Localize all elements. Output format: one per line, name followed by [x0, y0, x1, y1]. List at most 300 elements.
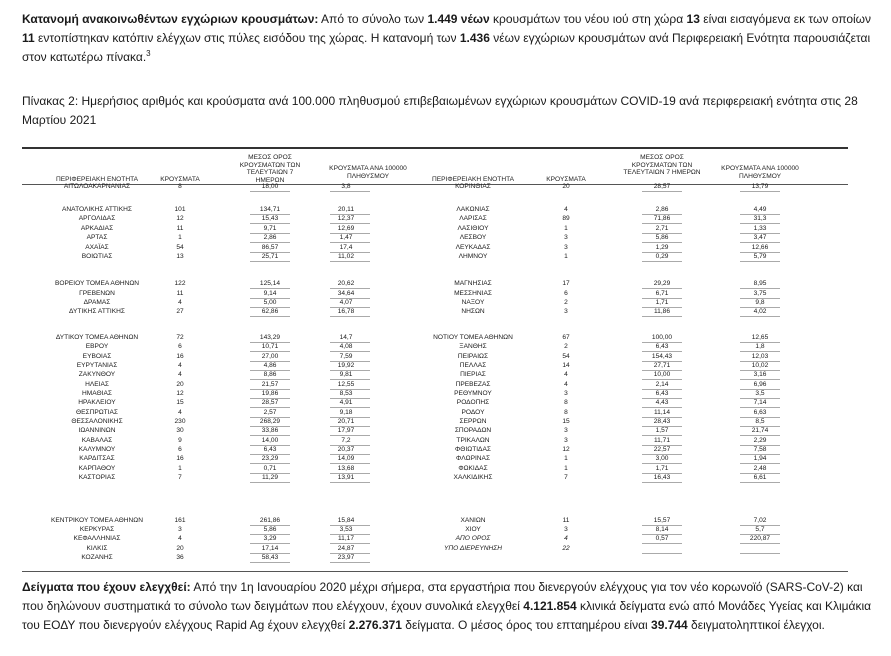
left-region-cell: ΚΑΒΑΛΑΣ — [81, 437, 113, 444]
cell-underline — [250, 351, 290, 352]
right-cases-cell: 22 — [562, 545, 570, 552]
left-region-cell: ΘΕΣΠΡΩΤΙΑΣ — [75, 409, 119, 416]
left-region-cell: ΕΥΡΥΤΑΝΙΑΣ — [76, 362, 118, 369]
left-avg-cell: 2,57 — [263, 409, 277, 416]
right-avg-cell: 6,43 — [655, 343, 669, 350]
left-avg-cell: 18,00 — [261, 183, 279, 190]
header-left-per100k: ΚΡΟΥΣΜΑΤΑ ΑΝΑ 100000 ΠΛΗΘΥΣΜΟΥ — [329, 165, 407, 180]
right-per100k-cell: 1,33 — [753, 225, 767, 232]
left-per100k-cell: 15,84 — [337, 517, 355, 524]
cell-underline — [740, 316, 780, 317]
cell-underline — [330, 482, 370, 483]
left-avg-cell: 9,71 — [263, 225, 277, 232]
left-cases-cell: 4 — [178, 371, 182, 378]
right-per100k-cell: 4,49 — [753, 206, 767, 213]
right-avg-cell: 15,57 — [653, 517, 671, 524]
cell-underline — [642, 242, 682, 243]
left-per100k-cell: 9,81 — [339, 371, 353, 378]
left-avg-cell: 28,57 — [261, 399, 279, 406]
left-per100k-cell: 13,91 — [337, 474, 355, 481]
left-avg-cell: 11,29 — [261, 474, 278, 481]
left-per100k-cell: 14,7 — [339, 334, 353, 341]
right-region-cell: ΡΕΘΥΜΝΟΥ — [454, 390, 492, 397]
cell-underline — [250, 463, 290, 464]
cell-underline — [250, 288, 290, 289]
cell-underline — [740, 543, 780, 544]
left-per100k-cell: 16,78 — [337, 308, 355, 315]
left-avg-cell: 19,86 — [261, 390, 279, 397]
left-cases-cell: 9 — [178, 437, 182, 444]
left-per100k-cell: 13,68 — [337, 465, 355, 472]
left-avg-cell: 25,71 — [261, 253, 279, 260]
footer-text-1: Από την 1η Ιανουαρίου 2020 μέχρι σήμερα, στα εργαστήρια που διενεργούν ελέγχους για τον νέο κορωνοϊό (SARS-CoV-2) και που δηλώνουν συστηματικά το σύνολο των δειγμάτων που ελέγχουν, έχουν συνολικά ελεγχθεί — [22, 580, 863, 613]
header-left-region: ΠΕΡΙΦΕΡΕΙΑΚΗ ΕΝΟΤΗΤΑ — [55, 176, 139, 183]
cell-underline — [740, 435, 780, 436]
right-region-cell: ΜΕΣΣΗΝΙΑΣ — [454, 290, 492, 297]
left-per100k-cell: 9,18 — [339, 409, 353, 416]
right-avg-cell: 8,14 — [655, 526, 669, 533]
right-per100k-cell: 13,79 — [751, 183, 769, 190]
right-per100k-cell: 7,14 — [753, 399, 767, 406]
right-cases-cell: 6 — [564, 290, 568, 297]
cell-underline — [250, 379, 290, 380]
left-avg-cell: 3,29 — [263, 535, 277, 542]
right-per100k-cell: 2,48 — [753, 465, 767, 472]
table-bottom-rule — [22, 571, 848, 572]
header-left-avg: ΜΕΣΟΣ ΟΡΟΣ ΚΡΟΥΣΜΑΤΩΝ ΤΩΝ ΤΕΛΕΥΤΑΙΩΝ 7 ΗΜΕΡΩΝ — [239, 154, 301, 184]
right-per100k-cell: 21,74 — [751, 427, 769, 434]
left-cases-cell: 3 — [178, 526, 182, 533]
left-per100k-cell: 8,53 — [339, 390, 353, 397]
right-avg-cell: 6,43 — [655, 390, 669, 397]
cell-underline — [740, 482, 780, 483]
left-per100k-cell: 1,47 — [339, 234, 353, 241]
right-region-cell: ΦΛΩΡΙΝΑΣ — [455, 455, 491, 462]
right-per100k-cell: 8,95 — [753, 280, 767, 287]
left-cases-cell: 4 — [178, 535, 182, 542]
right-cases-cell: 17 — [562, 280, 570, 287]
left-region-cell: ΑΡΤΑΣ — [86, 234, 108, 241]
right-avg-cell: 154,43 — [651, 353, 673, 360]
left-region-cell: ΗΜΑΘΙΑΣ — [82, 390, 112, 397]
right-cases-cell: 7 — [564, 474, 568, 481]
right-region-cell: ΧΑΝΙΩΝ — [460, 517, 486, 524]
right-per100k-cell: 7,58 — [753, 446, 767, 453]
right-region-cell: ΧΙΟΥ — [465, 526, 481, 533]
left-cases-cell: 13 — [176, 253, 184, 260]
right-avg-cell: 1,71 — [655, 299, 669, 306]
cell-underline — [740, 351, 780, 352]
cell-underline — [740, 553, 780, 554]
right-region-cell: ΛΕΣΒΟΥ — [459, 234, 487, 241]
footer-text-3: δείγματα. Ο μέσος όρος του επταημέρου είναι — [401, 618, 652, 632]
cell-underline — [250, 562, 290, 563]
right-avg-cell: 6,71 — [655, 290, 669, 297]
left-per100k-cell: 3,53 — [339, 526, 353, 533]
intro-text-3: είναι εισαγόμενα εκ των οποίων — [699, 12, 872, 26]
right-cases-cell: 54 — [562, 353, 570, 360]
left-cases-cell: 6 — [178, 446, 182, 453]
left-avg-cell: 14,00 — [261, 437, 279, 444]
cell-underline — [642, 351, 682, 352]
right-region-cell: ΦΩΚΙΔΑΣ — [458, 465, 488, 472]
cell-underline — [642, 553, 682, 554]
right-avg-cell: 16,43 — [653, 474, 671, 481]
cell-underline — [250, 261, 290, 262]
left-region-cell: ΗΛΕΙΑΣ — [85, 381, 109, 388]
cell-underline — [642, 543, 682, 544]
right-region-cell: ΝΑΞΟΥ — [461, 299, 485, 306]
cell-underline — [740, 379, 780, 380]
right-region-cell: ΥΠΟ ΔΙΕΡΕΥΝΗΣΗ — [444, 545, 502, 552]
left-region-cell: ΚΕΝΤΡΙΚΟΥ ΤΟΜΕΑ ΑΘΗΝΩΝ — [51, 517, 143, 524]
left-region-cell: ΓΡΕΒΕΝΩΝ — [79, 290, 115, 297]
cell-underline — [330, 191, 370, 192]
right-avg-cell: 71,86 — [653, 215, 671, 222]
left-per100k-cell: 12,69 — [337, 225, 355, 232]
cell-underline — [330, 562, 370, 563]
left-region-cell: ΚΕΦΑΛΛΗΝΙΑΣ — [73, 535, 121, 542]
right-avg-cell: 11,14 — [653, 409, 670, 416]
right-per100k-cell: 31,3 — [753, 215, 767, 222]
right-region-cell: ΞΑΝΘΗΣ — [459, 343, 487, 350]
left-cases-cell: 16 — [176, 353, 184, 360]
left-cases-cell: 230 — [174, 418, 186, 425]
right-avg-cell: 11,71 — [653, 437, 670, 444]
left-region-cell: ΑΡΓΟΛΙΔΑΣ — [78, 215, 116, 222]
right-avg-cell: 10,00 — [653, 371, 671, 378]
cell-underline — [250, 242, 290, 243]
right-cases-cell: 20 — [562, 183, 570, 190]
right-per100k-cell: 12,65 — [751, 334, 769, 341]
cell-underline — [330, 242, 370, 243]
right-per100k-cell: 12,03 — [751, 353, 769, 360]
left-region-cell: ΚΙΛΚΙΣ — [86, 545, 108, 552]
right-avg-cell: 22,57 — [653, 446, 671, 453]
right-per100k-cell: 3,47 — [753, 234, 767, 241]
right-region-cell: ΛΑΣΙΘΙΟΥ — [457, 225, 489, 232]
right-cases-cell: 1 — [564, 465, 568, 472]
cell-underline — [250, 316, 290, 317]
intro-text-5: νέων εγχώριων κρουσμάτων ανά Περιφερειακή Ενότητα παρουσιάζεται στον κατωτέρω πίνακα. — [22, 31, 871, 64]
left-region-cell: ΔΡΑΜΑΣ — [83, 299, 111, 306]
right-region-cell: ΝΗΣΩΝ — [461, 308, 485, 315]
right-region-cell: ΛΕΥΚΑΔΑΣ — [455, 244, 491, 251]
right-per100k-cell: 6,61 — [753, 474, 767, 481]
left-per100k-cell: 3,8 — [341, 183, 351, 190]
header-right-cases: ΚΡΟΥΣΜΑΤΑ — [546, 176, 586, 183]
table-top-rule — [22, 147, 848, 149]
cell-underline — [330, 223, 370, 224]
header-right-per100k: ΚΡΟΥΣΜΑΤΑ ΑΝΑ 100000 ΠΛΗΘΥΣΜΟΥ — [721, 165, 799, 180]
table-caption: Πίνακας 2: Ημερήσιος αριθμός και κρούσματα ανά 100.000 πληθυσμού επιβεβαιωμένων εγχώριων κρουσμάτων COVID-19 ανά περιφερειακή ενότητα στις 28 Μαρτίου 2021 — [22, 94, 858, 127]
left-cases-cell: 1 — [178, 234, 182, 241]
right-avg-cell: 11,86 — [653, 308, 670, 315]
cell-underline — [740, 407, 780, 408]
left-region-cell: ΑΙΤΩΛΟΑΚΑΡΝΑΝΙΑΣ — [63, 183, 131, 190]
right-cases-cell: 4 — [564, 535, 568, 542]
right-per100k-cell: 10,02 — [751, 362, 769, 369]
left-region-cell: ΕΥΒΟΙΑΣ — [82, 353, 112, 360]
right-per100k-cell: 3,75 — [753, 290, 767, 297]
left-per100k-cell: 20,71 — [337, 418, 355, 425]
left-per100k-cell: 17,4 — [339, 244, 353, 251]
left-region-cell: ΚΑΣΤΟΡΙΑΣ — [78, 474, 116, 481]
right-region-cell: ΠΙΕΡΙΑΣ — [460, 371, 486, 378]
left-region-cell: ΕΒΡΟΥ — [85, 343, 109, 350]
left-avg-cell: 27,00 — [261, 353, 279, 360]
right-region-cell: ΚΟΡΙΝΘΙΑΣ — [455, 183, 491, 190]
left-per100k-cell: 12,55 — [337, 381, 355, 388]
right-avg-cell: 1,29 — [655, 244, 669, 251]
left-avg-cell: 0,71 — [263, 465, 277, 472]
left-region-cell: ΖΑΚΥΝΘΟΥ — [78, 371, 116, 378]
right-cases-cell: 67 — [562, 334, 570, 341]
left-per100k-cell: 14,09 — [337, 455, 355, 462]
right-region-cell: ΣΠΟΡΑΔΩΝ — [454, 427, 492, 434]
left-per100k-cell: 23,97 — [337, 554, 355, 561]
cell-underline — [642, 407, 682, 408]
right-cases-cell: 3 — [564, 526, 568, 533]
left-avg-cell: 21,57 — [261, 381, 279, 388]
right-avg-cell: 2,71 — [655, 225, 669, 232]
left-per100k-cell: 12,37 — [337, 215, 355, 222]
left-region-cell: ΑΡΚΑΔΙΑΣ — [80, 225, 114, 232]
cell-underline — [642, 223, 682, 224]
left-avg-cell: 5,00 — [263, 299, 277, 306]
right-avg-cell: 2,86 — [655, 206, 669, 213]
right-per100k-cell: 12,66 — [751, 244, 769, 251]
right-cases-cell: 15 — [562, 418, 570, 425]
left-cases-cell: 27 — [176, 308, 184, 315]
cell-underline — [642, 379, 682, 380]
left-per100k-cell: 4,07 — [339, 299, 353, 306]
left-region-cell: ΙΩΑΝΝΙΝΩΝ — [78, 427, 116, 434]
intro-label: Κατανομή ανακοινωθέντων εγχώριων κρουσμάτων: — [22, 12, 319, 26]
left-per100k-cell: 20,62 — [337, 280, 355, 287]
right-region-cell: ΑΠΟ ΟΡΟΣ — [455, 535, 491, 542]
left-avg-cell: 17,14 — [261, 545, 279, 552]
cell-underline — [740, 288, 780, 289]
right-cases-cell: 1 — [564, 225, 568, 232]
left-per100k-cell: 20,37 — [337, 446, 355, 453]
cell-underline — [642, 482, 682, 483]
cell-underline — [642, 316, 682, 317]
cell-underline — [330, 463, 370, 464]
right-avg-cell: 27,71 — [653, 362, 671, 369]
cell-underline — [330, 435, 370, 436]
left-region-cell: ΑΧΑΪΑΣ — [85, 244, 109, 251]
left-cases-cell: 20 — [176, 381, 184, 388]
right-per100k-cell: 6,63 — [753, 409, 767, 416]
right-cases-cell: 4 — [564, 371, 568, 378]
header-left-cases: ΚΡΟΥΣΜΑΤΑ — [160, 176, 200, 183]
left-cases-cell: 36 — [176, 554, 184, 561]
right-cases-cell: 3 — [564, 437, 568, 444]
intro-text-4: εντοπίστηκαν κατόπιν ελέγχων στις πύλες εισόδου της χώρας. Η κατανομή των — [34, 31, 460, 45]
left-avg-cell: 62,86 — [261, 308, 279, 315]
right-region-cell: ΣΕΡΡΩΝ — [459, 418, 487, 425]
footer-label: Δείγματα που έχουν ελεγχθεί: — [22, 580, 191, 594]
right-avg-cell: 2,14 — [655, 381, 669, 388]
left-avg-cell: 23,29 — [261, 455, 279, 462]
left-avg-cell: 15,43 — [261, 215, 279, 222]
right-avg-cell: 29,29 — [653, 280, 671, 287]
intro-domestic: 1.436 — [459, 31, 490, 45]
right-avg-cell: 5,86 — [655, 234, 669, 241]
intro-imported: 13 — [686, 12, 700, 26]
left-region-cell: ΚΑΛΥΜΝΟΥ — [78, 446, 116, 453]
intro-paragraph — [22, 10, 872, 67]
left-avg-cell: 134,71 — [259, 206, 281, 213]
left-per100k-cell: 20,11 — [337, 206, 354, 213]
left-avg-cell: 10,71 — [261, 343, 279, 350]
left-per100k-cell: 7,59 — [339, 353, 353, 360]
cell-underline — [330, 543, 370, 544]
left-cases-cell: 54 — [176, 244, 184, 251]
left-per100k-cell: 4,91 — [339, 399, 353, 406]
right-cases-cell: 12 — [562, 446, 570, 453]
right-cases-cell: 2 — [564, 343, 568, 350]
cell-underline — [740, 223, 780, 224]
left-cases-cell: 1 — [178, 465, 182, 472]
right-per100k-cell: 1,94 — [753, 455, 767, 462]
left-per100k-cell: 7,2 — [341, 437, 351, 444]
left-region-cell: ΒΟΙΩΤΙΑΣ — [81, 253, 113, 260]
cell-underline — [642, 463, 682, 464]
right-cases-cell: 89 — [562, 215, 570, 222]
right-avg-cell: 1,57 — [655, 427, 669, 434]
right-per100k-cell: 2,29 — [753, 437, 767, 444]
right-per100k-cell: 7,02 — [753, 517, 767, 524]
right-avg-cell: 4,43 — [655, 399, 669, 406]
left-per100k-cell: 17,97 — [337, 427, 355, 434]
right-region-cell: ΛΑΚΩΝΙΑΣ — [456, 206, 490, 213]
left-avg-cell: 86,57 — [261, 244, 279, 251]
cell-underline — [642, 435, 682, 436]
header-right-region: ΠΕΡΙΦΕΡΕΙΑΚΗ ΕΝΟΤΗΤΑ — [431, 176, 515, 183]
left-cases-cell: 12 — [176, 215, 184, 222]
left-region-cell: ΚΑΡΔΙΤΣΑΣ — [79, 455, 115, 462]
cell-underline — [250, 191, 290, 192]
cell-underline — [642, 191, 682, 192]
left-cases-cell: 16 — [176, 455, 184, 462]
left-cases-cell: 20 — [176, 545, 184, 552]
right-avg-cell: 3,00 — [655, 455, 669, 462]
header-right-avg: ΜΕΣΟΣ ΟΡΟΣ ΚΡΟΥΣΜΑΤΩΝ ΤΩΝ ΤΕΛΕΥΤΑΙΩΝ 7 ΗΜΕΡΩΝ — [623, 154, 701, 176]
right-cases-cell: 11 — [562, 517, 570, 524]
left-cases-cell: 72 — [176, 334, 184, 341]
right-region-cell: ΠΡΕΒΕΖΑΣ — [455, 381, 491, 388]
intro-border: 11 — [22, 31, 35, 45]
left-avg-cell: 4,86 — [263, 362, 277, 369]
right-cases-cell: 3 — [564, 427, 568, 434]
left-avg-cell: 125,14 — [259, 280, 281, 287]
right-per100k-cell: 9,8 — [755, 299, 765, 306]
cell-underline — [250, 543, 290, 544]
right-cases-cell: 2 — [564, 299, 568, 306]
left-cases-cell: 30 — [176, 427, 184, 434]
footnote-ref: 3 — [146, 49, 151, 58]
left-cases-cell: 4 — [178, 362, 182, 369]
left-cases-cell: 122 — [174, 280, 186, 287]
right-avg-cell: 28,43 — [653, 418, 671, 425]
right-cases-cell: 14 — [562, 362, 570, 369]
right-region-cell: ΧΑΛΚΙΔΙΚΗΣ — [453, 474, 493, 481]
right-region-cell: ΦΘΙΩΤΙΔΑΣ — [455, 446, 491, 453]
left-region-cell: ΚΟΖΑΝΗΣ — [81, 554, 113, 561]
left-region-cell: ΗΡΑΚΛΕΙΟΥ — [78, 399, 116, 406]
cell-underline — [250, 407, 290, 408]
right-avg-cell: 1,71 — [655, 465, 669, 472]
left-per100k-cell: 11,17 — [337, 535, 354, 542]
left-per100k-cell: 34,64 — [337, 290, 355, 297]
left-cases-cell: 4 — [178, 409, 182, 416]
left-cases-cell: 12 — [176, 390, 184, 397]
cell-underline — [642, 288, 682, 289]
right-per100k-cell: 5,7 — [755, 526, 765, 533]
left-cases-cell: 4 — [178, 299, 182, 306]
intro-total-new: 1.449 νέων — [427, 12, 490, 26]
right-region-cell: ΜΑΓΝΗΣΙΑΣ — [454, 280, 492, 287]
right-cases-cell: 3 — [564, 234, 568, 241]
left-region-cell: ΔΥΤΙΚΗΣ ΑΤΤΙΚΗΣ — [69, 308, 125, 315]
left-avg-cell: 58,43 — [261, 554, 279, 561]
right-per100k-cell: 1,8 — [755, 343, 765, 350]
right-region-cell: ΡΟΔΟΥ — [461, 409, 485, 416]
cell-underline — [250, 223, 290, 224]
right-cases-cell: 8 — [564, 399, 568, 406]
cell-underline — [740, 242, 780, 243]
right-cases-cell: 3 — [564, 390, 568, 397]
right-per100k-cell: 4,02 — [753, 308, 767, 315]
cell-underline — [740, 463, 780, 464]
footer-pcr-total: 4.121.854 — [523, 599, 577, 613]
left-cases-cell: 101 — [174, 206, 186, 213]
cell-underline — [250, 482, 290, 483]
footer-rapid-total: 2.276.371 — [348, 618, 402, 632]
left-cases-cell: 11 — [176, 225, 184, 232]
left-avg-cell: 143,29 — [259, 334, 281, 341]
right-avg-cell: 0,29 — [655, 253, 669, 260]
right-region-cell: ΠΕΛΛΑΣ — [459, 362, 487, 369]
left-region-cell: ΚΑΡΠΑΘΟΥ — [78, 465, 116, 472]
cell-underline — [330, 288, 370, 289]
right-cases-cell: 1 — [564, 455, 568, 462]
left-region-cell: ΑΝΑΤΟΛΙΚΗΣ ΑΤΤΙΚΗΣ — [62, 206, 132, 213]
right-per100k-cell: 5,79 — [753, 253, 767, 260]
right-avg-cell: 0,57 — [655, 535, 669, 542]
left-region-cell: ΘΕΣΣΑΛΟΝΙΚΗΣ — [71, 418, 123, 425]
right-per100k-cell: 220,87 — [749, 535, 771, 542]
left-avg-cell: 8,86 — [263, 371, 277, 378]
footer-paragraph — [22, 578, 872, 635]
intro-text-2: κρουσμάτων του νέου ιού στη χώρα — [489, 12, 687, 26]
right-region-cell: ΛΗΜΝΟΥ — [458, 253, 488, 260]
cell-underline — [330, 316, 370, 317]
left-per100k-cell: 4,08 — [339, 343, 353, 350]
footer-text-4: δειγματοληπτικοί έλεγχοι. — [687, 618, 825, 632]
right-per100k-cell: 6,96 — [753, 381, 767, 388]
left-per100k-cell: 24,87 — [337, 545, 355, 552]
left-avg-cell: 261,86 — [259, 517, 281, 524]
left-avg-cell: 268,29 — [259, 418, 281, 425]
right-cases-cell: 4 — [564, 381, 568, 388]
right-per100k-cell: 3,5 — [755, 390, 765, 397]
right-cases-cell: 3 — [564, 308, 568, 315]
right-region-cell: ΡΟΔΟΠΗΣ — [456, 399, 490, 406]
cell-underline — [740, 191, 780, 192]
